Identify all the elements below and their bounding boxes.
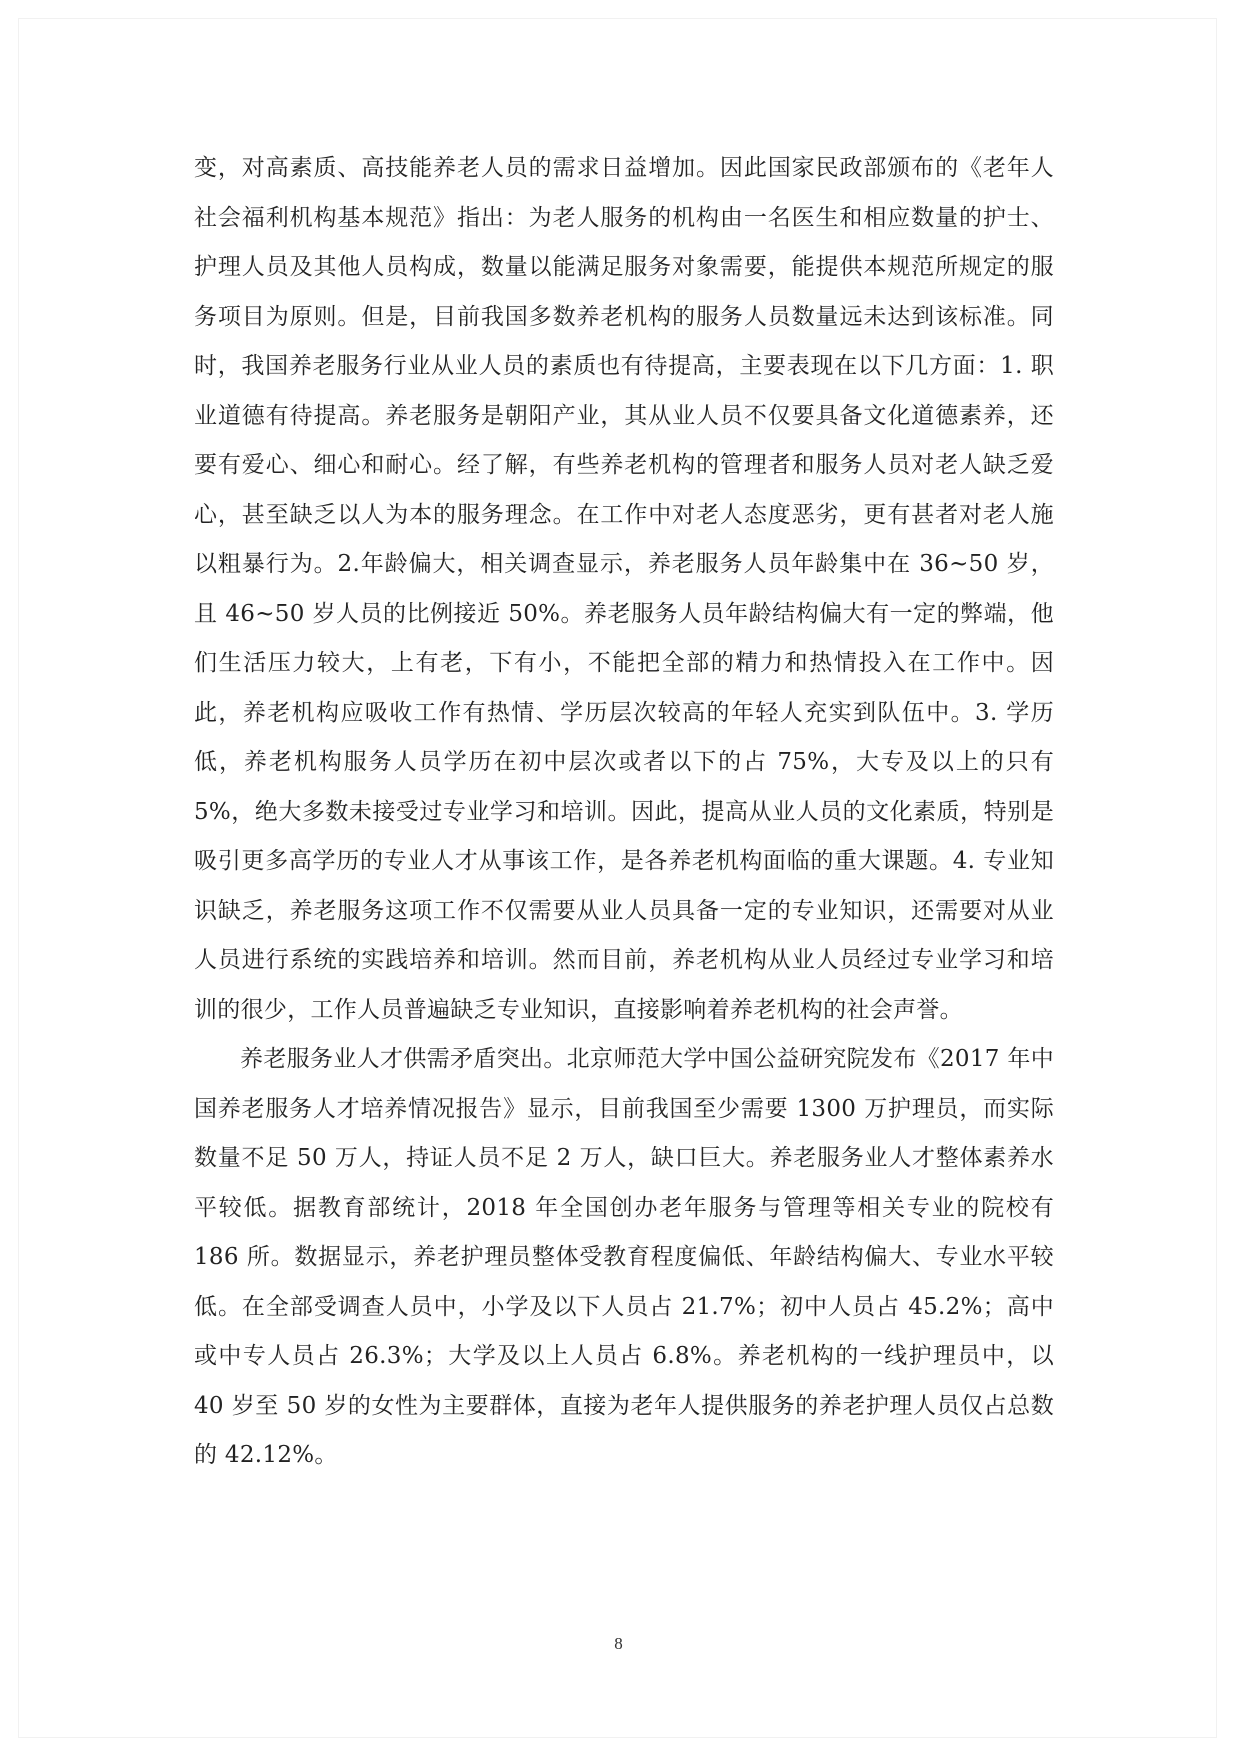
page-number: 8 — [614, 1634, 623, 1653]
body-text — [194, 144, 1054, 1481]
paragraph-talent-supply: 养老服务业人才供需矛盾突出。北京师范大学中国公益研究院发布《2017 年中国养老服务人才培养情况报告》显示，目前我国至少需要 1300 万护理员，而实际数量不足 50 万人，持证人员不足 2 万人，缺口巨大。养老服务业人才整体素养水平较低。据教育部统计，2018 年全国创办老年服务与管理等相关专业的院校有 186 所。数据显示，养老护理员整体受教育程度偏低、年龄结构偏大、专业水平较低。在全部受调查人员中，小学及以下人员占 21.7%；初中人员占 45.2%；高中或中专人员占 26.3%；大学及以上人员占 6.8%。养老机构的一线护理员中，以 40 岁至 50 岁的女性为主要群体，直接为老年人提供服务的养老护理人员仅占总数的 42.12%。 — [194, 1046, 1054, 1468]
paragraph-continuation: 变，对高素质、高技能养老人员的需求日益增加。因此国家民政部颁布的《老年人社会福利机构基本规范》指出：为老人服务的机构由一名医生和相应数量的护士、护理人员及其他人员构成，数量以能满足服务对象需要，能提供本规范所规定的服务项目为原则。但是，目前我国多数养老机构的服务人员数量远未达到该标准。同时，我国养老服务行业从业人员的素质也有待提高，主要表现在以下几方面：1. 职业道德有待提高。养老服务是朝阳产业，其从业人员不仅要具备文化道德素养，还要有爱心、细心和耐心。经了解，有些养老机构的管理者和服务人员对老人缺乏爱心，甚至缺乏以人为本的服务理念。在工作中对老人态度恶劣，更有甚者对老人施以粗暴行为。2.年龄偏大，相关调查显示，养老服务人员年龄集中在 36~50 岁，且 46~50 岁人员的比例接近 50%。养老服务人员年龄结构偏大有一定的弊端，他们生活压力较大，上有老，下有小，不能把全部的精力和热情投入在工作中。因此，养老机构应吸收工作有热情、学历层次较高的年轻人充实到队伍中。3. 学历低，养老机构服务人员学历在初中层次或者以下的占 75%，大专及以上的只有 5%，绝大多数未接受过专业学习和培训。因此，提高从业人员的文化素质，特别是吸引更多高学历的专业人才从事该工作，是各养老机构面临的重大课题。4. 专业知识缺乏，养老服务这项工作不仅需要从业人员具备一定的专业知识，还需要对从业人员进行系统的实践培养和培训。然而目前，养老机构从业人员经过专业学习和培训的很少，工作人员普遍缺乏专业知识，直接影响着养老机构的社会声誉。 — [194, 155, 1054, 1023]
